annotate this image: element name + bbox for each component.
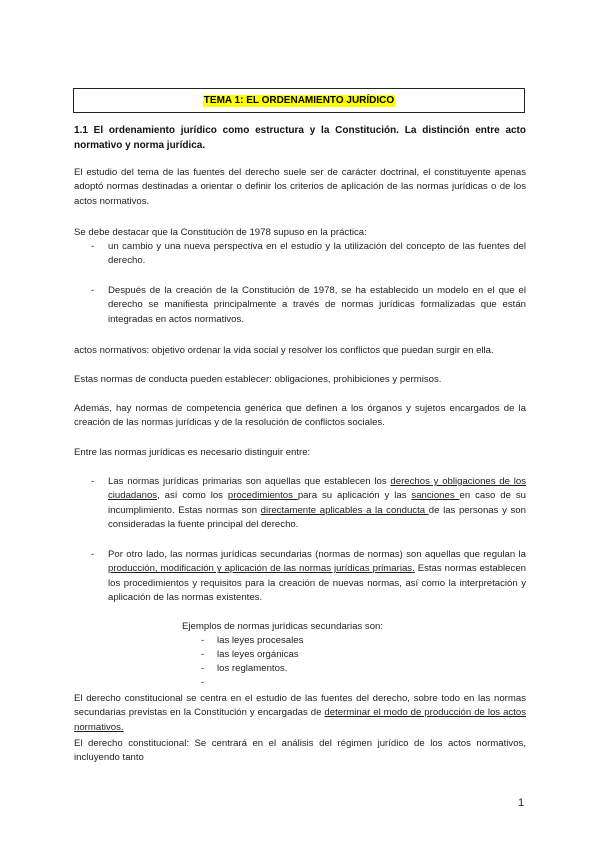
primary-norms-item	[108, 475, 526, 533]
primary-text: , así como los	[157, 490, 228, 502]
paragraph-intro: El estudio del tema de las fuentes del derecho suele ser de carácter doctrinal, el constituyente apenas adoptó normas destinadas a orientar o definir los criterios de aplicación de las normas jurídicas o de los actos normativos.	[74, 167, 526, 207]
document-title: TEMA 1: EL ORDENAMIENTO JURÍDICO	[203, 94, 395, 106]
underlined-procedimientos: procedimientos	[227, 490, 298, 502]
primary-text: en caso de su incumplimiento. Estas normas son	[108, 490, 526, 516]
paragraph-distinguir: Entre las normas jurídicas es necesario distinguir entre:	[74, 447, 311, 458]
primary-text: para su aplicación y las	[297, 490, 412, 502]
secondary-norms-item	[108, 548, 526, 606]
bullet-dash: -	[91, 476, 95, 487]
secondary-text: Estas normas establecen los procedimientos y requisitos para la creación de nuevas normas, así como la interpretación y aplicación de las normas existentes.	[108, 563, 526, 604]
example-dash: -	[201, 635, 205, 646]
bullet-dash: -	[91, 285, 95, 296]
example-item-2: las leyes orgánicas	[217, 649, 299, 660]
example-dash-empty: -	[201, 677, 205, 688]
underlined-determinar: determinar el modo de producción de los actos normativos.	[74, 707, 527, 733]
page-number: 1	[518, 797, 525, 809]
section-heading: 1.1 El ordenamiento jurídico como estructura y la Constitución. La distinción entre acto normativo y norma jurídica.	[74, 125, 526, 151]
paragraph-text: El derecho constitucional se centra en el estudio de las fuentes del derecho, sobre todo en las normas secundarias previstas en la Constitución y encargadas de	[74, 693, 526, 719]
bullet-dash: -	[91, 241, 95, 252]
example-item-3: los reglamentos.	[217, 663, 288, 674]
bullet-item-2: Después de la creación de la Constitución de 1978, se ha establecido un modelo en el que el derecho se manifiesta principalmente a través de normas jurídicas formalizadas que están integradas en actos normativos.	[108, 285, 526, 325]
example-dash: -	[201, 663, 205, 674]
paragraph-competencia: Además, hay normas de competencia genérica que definen a los órganos y sujetos encargados de la creación de las normas jurídicas y de la resolución de conflictos sociales.	[74, 403, 526, 429]
example-item-1: las leyes procesales	[217, 635, 304, 646]
paragraph-normas-conducta: Estas normas de conducta pueden establecer: obligaciones, prohibiciones y permisos.	[74, 374, 442, 385]
primary-text: de las personas y son consideradas la fuente principal del derecho.	[108, 504, 526, 531]
example-dash: -	[201, 649, 205, 660]
paragraph-constitution: Se debe destacar que la Constitución de 1978 supuso en la práctica:	[74, 227, 367, 238]
underlined-derechos: derechos y obligaciones de los ciudadanos	[108, 476, 527, 502]
primary-text: Las normas jurídicas primarias son aquellas que establecen los	[108, 476, 391, 487]
paragraph-derecho-constitucional	[74, 692, 526, 735]
paragraph-actos-normativos: actos normativos: objetivo ordenar la vida social y resolver los conflictos que puedan surgir en ella.	[74, 345, 494, 356]
bullet-dash: -	[91, 549, 95, 560]
secondary-text: Por otro lado, las normas jurídicas secundarias (normas de normas) son aquellas que regulan la	[108, 549, 526, 560]
underlined-aplicables: directamente aplicables a la conducta	[260, 504, 429, 516]
paragraph-regimen-juridico: El derecho constitucional: Se centrará en el análisis del régimen jurídico de los actos normativos, incluyendo tanto	[74, 738, 526, 764]
underlined-produccion: producción, modificación y aplicación de las normas jurídicas primarias.	[108, 563, 415, 575]
examples-heading: Ejemplos de normas jurídicas secundarias son:	[182, 621, 384, 632]
bullet-item-1: un cambio y una nueva perspectiva en el estudio y la utilización del concepto de las fuentes del derecho.	[108, 241, 526, 267]
title-box	[73, 88, 525, 113]
underlined-sanciones: sanciones	[411, 490, 460, 502]
